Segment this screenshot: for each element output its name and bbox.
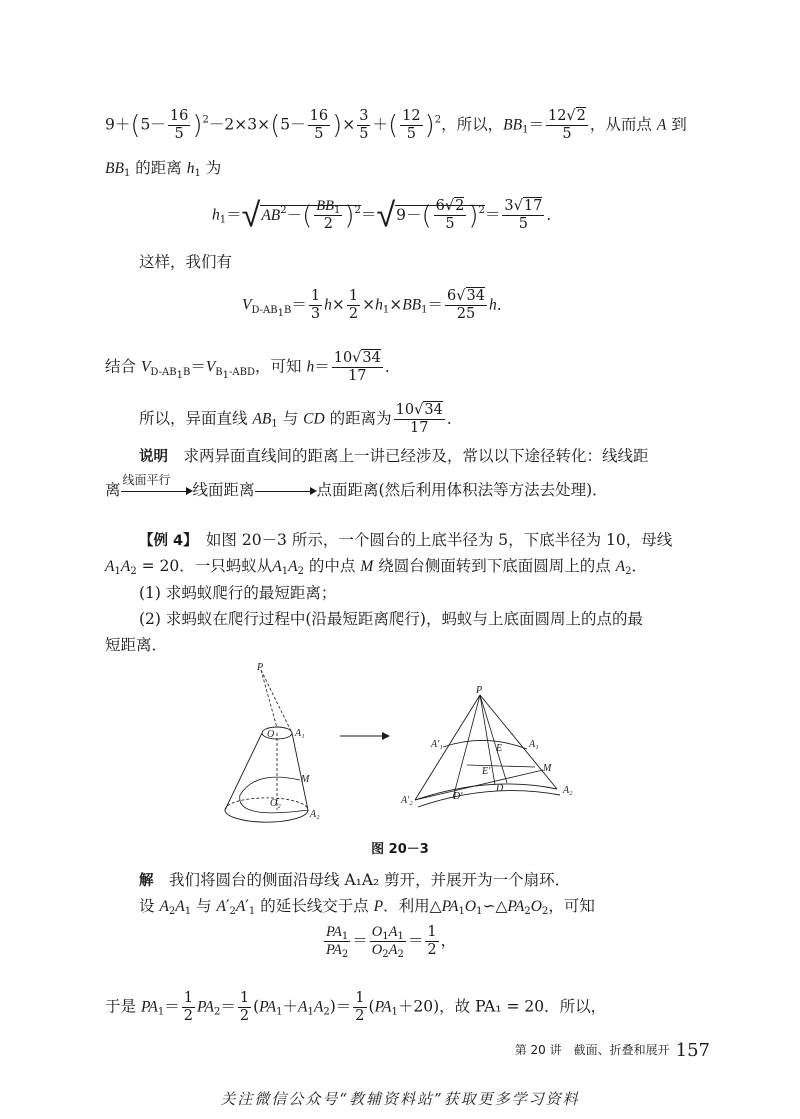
equation-line-1: 9＋(5－ $\frac{16}{5}$ )$^2$－2×3×(5－ $\frac{16}{5}$ )× $\frac{3}{5}$ ＋( $\frac{12}{5}$ )$^2$，所以，$BB_1=$ $\frac{12√2}{5}$ ，从而点 A 到 — [105, 108, 687, 142]
page-number: 157 — [675, 1040, 710, 1061]
note-line-1 — [139, 446, 649, 467]
ex2-tail: 的中点 — [308, 557, 356, 575]
note-label: 说明 — [139, 449, 168, 465]
solution-label: 解 — [139, 873, 154, 889]
ex2-mid: ．一只蚂蚁从 — [179, 557, 273, 575]
question-2-cont: 短距离． — [105, 636, 168, 654]
sector-figure — [395, 685, 595, 820]
chapter-title: 第 20 讲 截面、折叠和展开 — [514, 1043, 670, 1057]
ex2-tail2: 绕圆台侧面转到下底面圆周上的点 — [378, 557, 611, 575]
text-line-6: 结合 $V_{D-AB_1B}=V_{B_1-ABD}$，可知 h＝ $\frac{10√34}{17}$ ． — [105, 350, 401, 384]
sol2-tail: ，可知 — [548, 897, 595, 915]
transform-arrow — [340, 730, 390, 742]
label-Dp: D′ — [453, 791, 463, 802]
note2-b: 线面距离 — [192, 481, 255, 499]
label-E: E — [496, 743, 503, 754]
l1-tail: ，从而点 — [589, 115, 652, 134]
l2-end: 为 — [205, 159, 222, 177]
text-line-7: 所以，异面直线 $AB_1$ 与 CD 的距离为 $\frac{10√34}{17}$ ． — [139, 402, 463, 436]
sol2-mid2: 的延长线交于点 — [260, 897, 369, 915]
arrow-2 — [255, 484, 317, 498]
watermark: 关注微信公众号“教辅资料站”获取更多学习资料 — [220, 1090, 580, 1108]
l2-tail: 的距离 — [135, 159, 182, 177]
solution-line-1 — [139, 870, 570, 891]
last-head: 于是 — [105, 997, 137, 1016]
label-A1-dev: A₁ — [529, 739, 539, 750]
note-text: 求两异面直线间的距离上一讲已经涉及，常以以下途径转化：线线距 — [183, 447, 649, 465]
l7-and: 与 — [282, 409, 299, 428]
sol2-mid3: ．利用 — [383, 897, 430, 915]
last-tail: ．所以， — [544, 997, 607, 1016]
label-Ep: E′ — [482, 766, 491, 777]
label-P: P — [257, 662, 264, 673]
solution-line-2: 设 $A_2A_1$ 与 $A'_2A'_1$ 的延长线交于点 P．利用$\triangle PA_1O_1∽\triangle PA_2O_2$，可知 — [139, 897, 595, 917]
frustum-figure — [215, 660, 335, 830]
l7-head: 所以，异面直线 — [139, 409, 248, 428]
label-M-dev: M — [543, 763, 552, 774]
l6-mid: ，可知 — [255, 357, 302, 376]
solution-line-last: 于是 $PA_1=$ $\frac{1}{2}$ $PA_2=$ $\frac{1}{2}$ $(PA_1+A_1A_2)=$ $\frac{1}{2}$ $(PA_1+20)$，故 PA₁ = 20．所以， — [105, 990, 607, 1024]
l7-tail: 的距离为 — [329, 409, 392, 428]
page-footer — [515, 1040, 710, 1061]
label-A2: A₂ — [310, 809, 320, 820]
label-A2p-bottom: A′₂ — [401, 795, 413, 806]
question-2: (2) 求蚂蚁在爬行过程中(沿最短距离爬行)，蚂蚁与上底面圆周上的点的最 — [139, 610, 643, 628]
example-label: 【例 4】 — [139, 533, 191, 549]
l1-mid: ，所以， — [441, 115, 504, 134]
example-line-2: $A_1A_2 = 20$．一只蚂蚁从$A_1A_2$ 的中点 M 绕圆台侧面转到下底面圆周上的点 $A_2$． — [105, 557, 648, 577]
arrow-1 — [121, 473, 193, 498]
solution-text: 我们将圆台的侧面沿母线 A₁A₂ 剪开，并展开为一个扇环． — [169, 871, 571, 889]
figure-caption: 图 20－3 — [371, 842, 429, 857]
sol2-mid: 与 — [196, 897, 212, 915]
example-text: 如图 20－3 所示，一个圆台的上底半径为 5，下底半径为 10，母线 — [205, 531, 673, 549]
label-M: M — [301, 774, 310, 785]
eq20: = 20 — [141, 557, 180, 575]
eq-pa1: PA₁ = 20 — [475, 997, 545, 1016]
equation-ratio: $\frac{PA_1}{PA_2}$ ＝ $\frac{O_1A_1}{O_2A_2}$ ＝ $\frac{1}{2}$ ， — [326, 924, 457, 960]
l1-end: 到 — [671, 115, 687, 134]
arrow-label: 线面平行 — [122, 473, 171, 487]
label-P-dev: P — [476, 685, 483, 696]
label-D: D — [496, 783, 504, 794]
example-line-1 — [139, 530, 672, 551]
label-O1: O — [267, 729, 275, 740]
text-line-4: 这样，我们有 — [139, 253, 233, 271]
question-1: (1) 求蚂蚁爬行的最短距离； — [139, 584, 337, 602]
l6-head: 结合 — [105, 357, 137, 376]
note2-a: 离 — [105, 481, 121, 499]
label-O2: O₂ — [270, 798, 281, 809]
label-A2p: A′₁ — [431, 739, 443, 750]
sol2-head: 设 — [139, 897, 155, 915]
label-A1: A₁ — [295, 728, 305, 739]
equation-volume: $V_{D-AB_1B}=$ $\frac{1}{3}$ h× $\frac{1}{2}$ $\times h_1\times BB_1=$ $\frac{6√34}{25}$ h． — [242, 288, 513, 322]
last-mid: ，故 — [439, 997, 471, 1016]
note-line-2 — [105, 473, 608, 500]
note2-c: 点面距离(然后利用体积法等方法去处理)． — [316, 481, 608, 499]
text-line-2: $BB_1$ 的距离 $h_1$ 为 — [105, 159, 222, 179]
equation-h1: $h_1=√AB^2-$( $\frac{BB_1}{2}$ )$^2$＝√9－( $\frac{6√2}{5}$ )$^2$＝ $\frac{3√17}{5}$ ． — [212, 195, 562, 236]
label-A2-dev: A₂ — [563, 785, 573, 796]
